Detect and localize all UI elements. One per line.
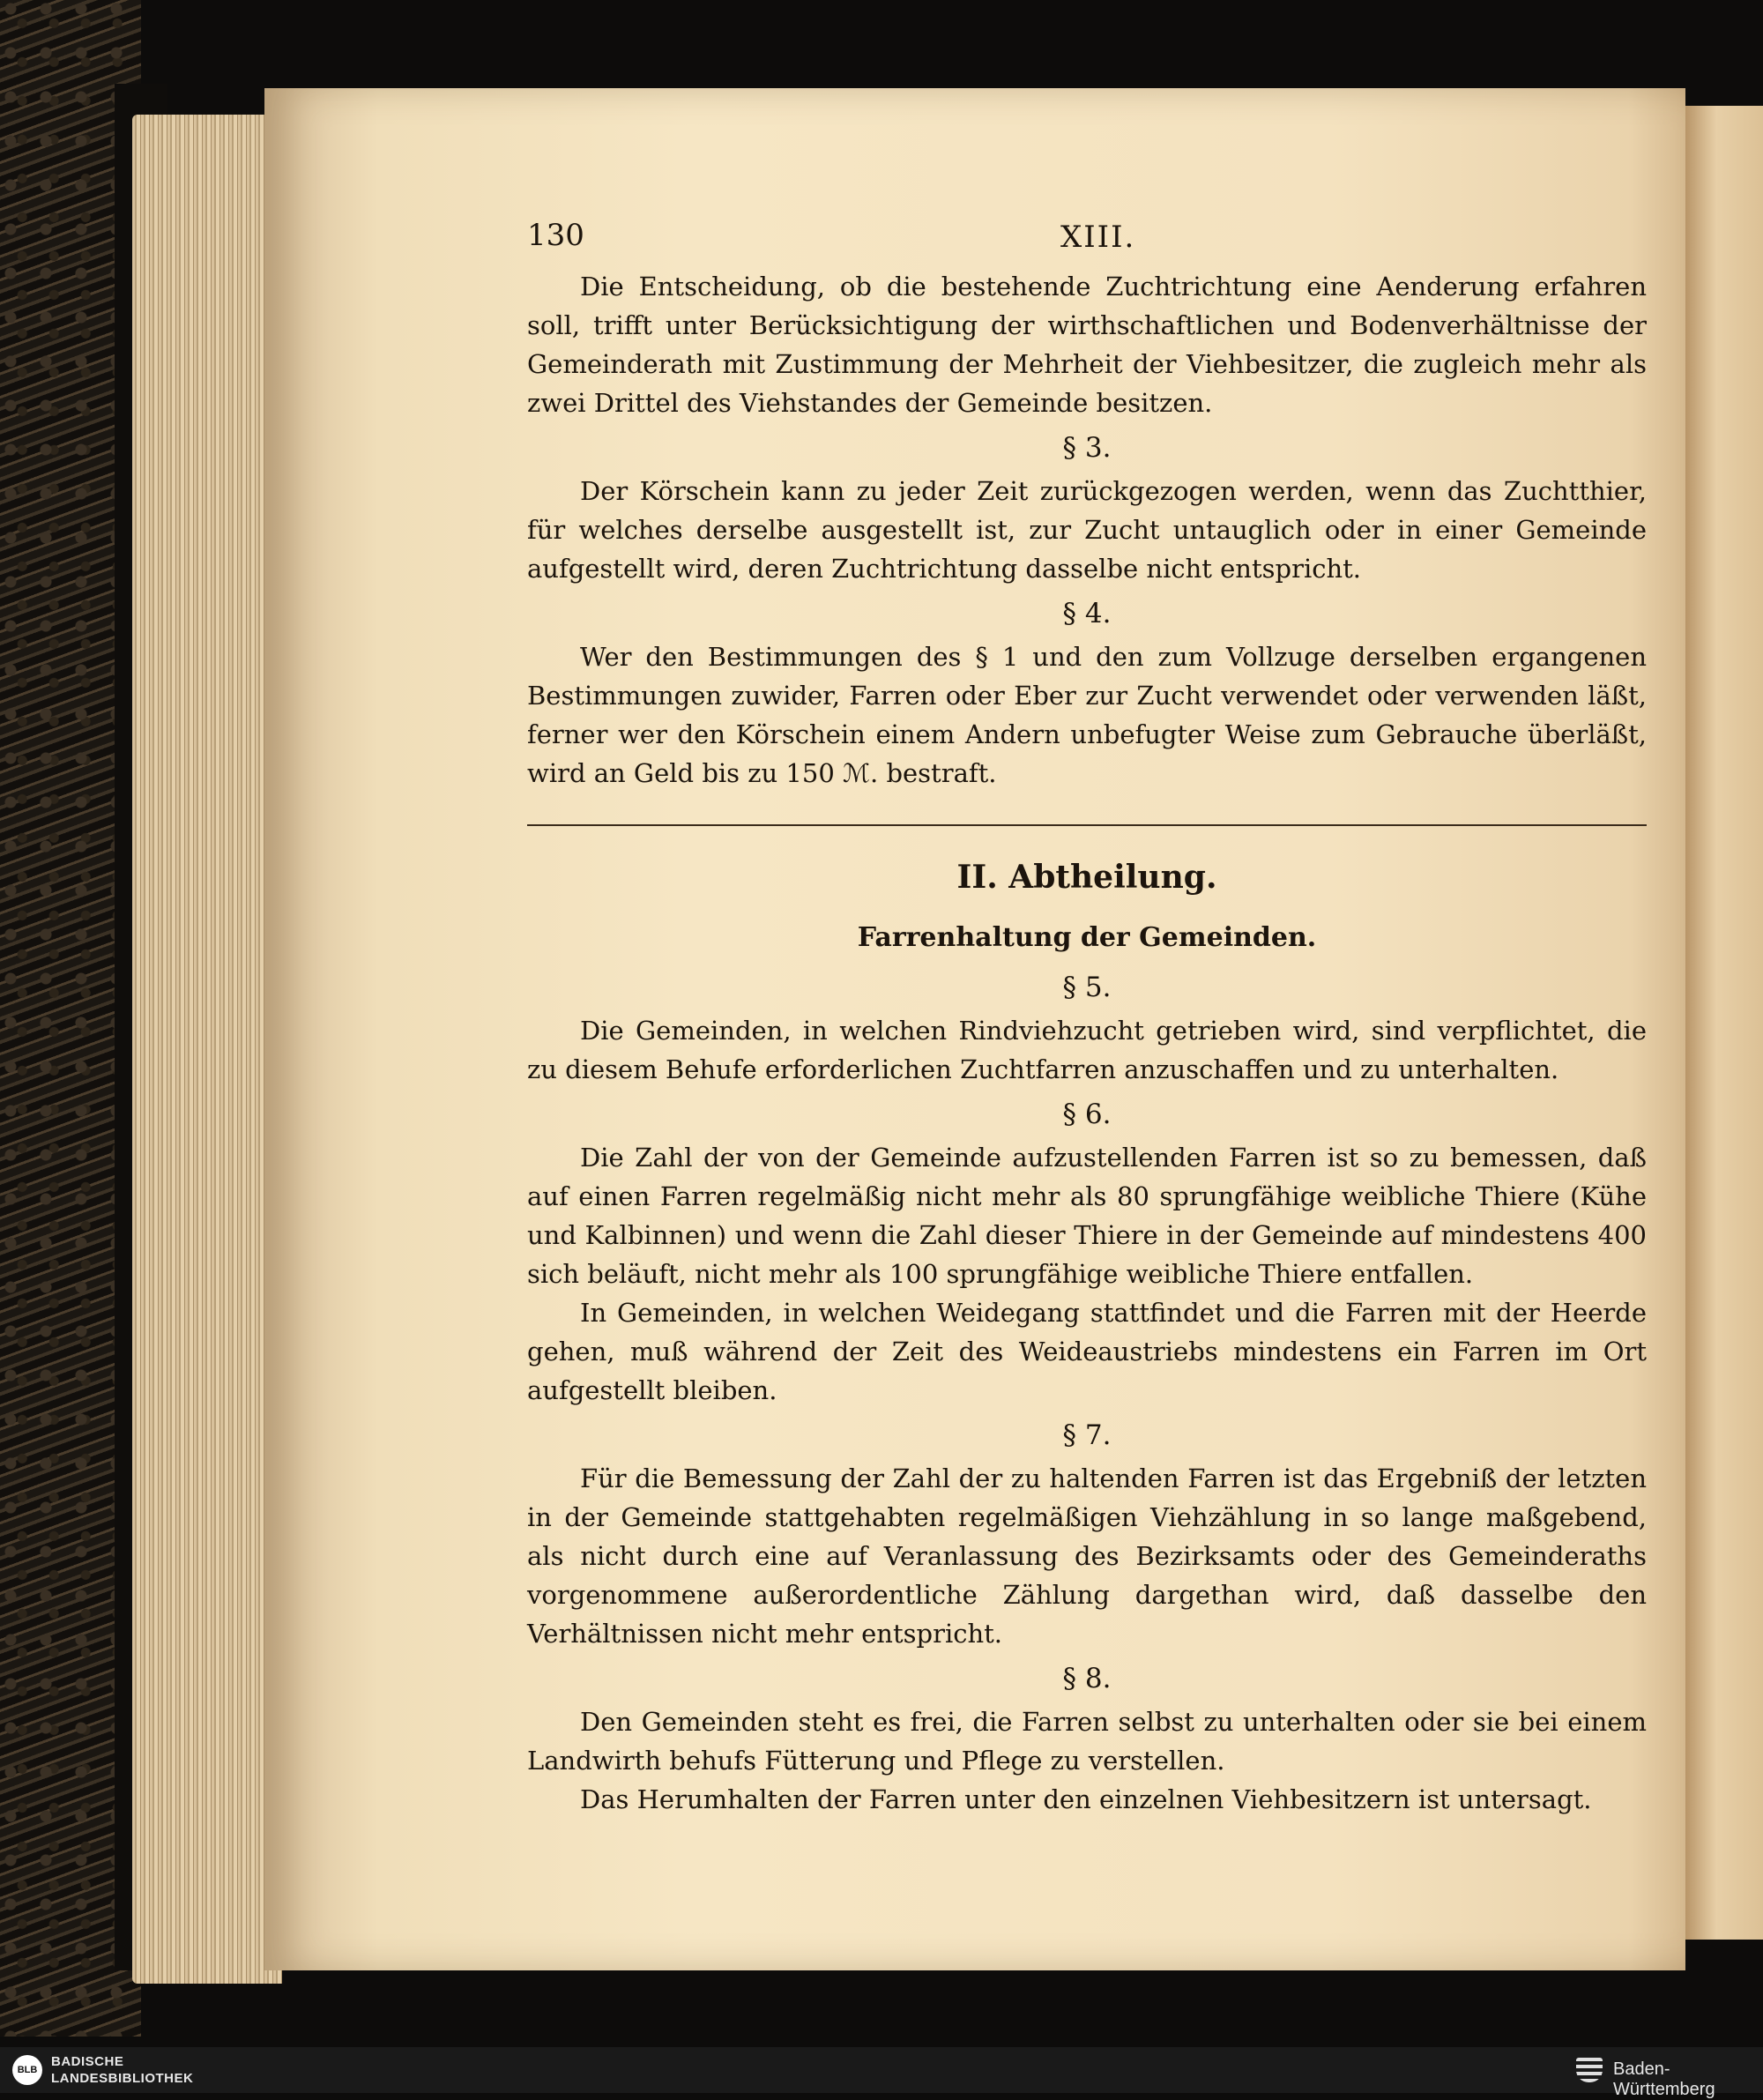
blb-logo-icon[interactable]: BLB [12,2055,42,2085]
section-3-text: Der Körschein kann zu jeder Zeit zurückgezogen werden, wenn das Zuchtthier, für welches derselbe ausgestellt ist, zur Zucht untauglich oder in einer Gemeinde aufgestellt wird, deren Zuchtrichtung dasselbe nicht entspricht. [527,476,1647,584]
page-header [527,216,1647,267]
library-name-line1: BADISCHE [51,2054,124,2069]
part-title: II. Abtheilung. [956,859,1217,896]
section-5-text: Die Gemeinden, in welchen Rindviehzucht getrieben wird, sind verpflichtet, die zu diesem Behufe erforderlichen Zuchtfarren anzuschaffen und zu unterhalten. [527,1016,1647,1084]
section-heading-5: § 5. [1062,972,1112,1003]
section-6-text-1: Die Zahl der von der Gemeinde aufzustellenden Farren ist so zu bemessen, daß auf einen Farren regelmäßig nicht mehr als 80 sprungfähige weibliche Thiere (Kühe und Kalbinnen) und wenn die Zahl dieser Thiere in der Gemeinde auf mindestens 400 sich beläuft, nicht mehr als 100 sprungfähige weibliche Thiere entfallen. [527,1143,1647,1289]
section-heading-7: § 7. [1062,1419,1112,1451]
section-8-text-2: Das Herumhalten der Farren unter den einzelnen Viehbesitzern ist untersagt. [580,1784,1592,1814]
section-8-text-1: Den Gemeinden steht es frei, die Farren selbst zu unterhalten oder sie bei einem Landwirth behufs Fütterung und Pflege zu verstellen. [527,1707,1647,1776]
section-7-text: Für die Bemessung der Zahl der zu haltenden Farren ist das Ergebniß der letzten in der Gemeinde stattgehabten regelmäßigen Viehzählung in so lange maßgebend, als nicht durch eine auf Veranlassung des Bezirksamts oder des Gemeinderaths vorgenommene außerordentliche Zählung dargethan wird, daß dasselbe den Verhältnissen nicht mehr entspricht. [527,1463,1647,1649]
section-heading-8: § 8. [1062,1663,1112,1694]
chapter-number: XIII. [1060,220,1136,255]
section-6-text-2: In Gemeinden, in welchen Weidegang stattfindet und die Farren mit der Heerde gehen, muß während der Zeit des Weideaustriebs mindestens ein Farren im Ort aufgestellt bleiben. [527,1298,1647,1405]
intro-paragraph: Die Entscheidung, ob die bestehende Zuchtrichtung eine Aenderung erfahren soll, trifft unter Berücksichtigung der wirthschaftlichen und Bodenverhältnisse der Gemeinderath mit Zustimmung der Mehrheit der Viehbesitzer, die zugleich mehr als zwei Drittel des Viehstandes der Gemeinde besitzen. [527,272,1647,418]
part-subtitle: Farrenhaltung der Gemeinden. [857,922,1317,953]
region-name[interactable]: Baden-Württemberg [1613,2059,1715,2099]
section-4-text: Wer den Bestimmungen des § 1 und den zum Vollzuge derselben ergangenen Bestimmungen zuwider, Farren oder Eber zur Zucht verwendet oder verwenden läßt, ferner wer den Körschein einem Andern unbefugter Weise zum Gebrauche überläßt, wird an Geld bis zu 150 ℳ. bestraft. [527,642,1647,788]
footer-bar [0,2047,1763,2099]
page-content [527,216,1647,1819]
section-heading-6: § 6. [1062,1098,1112,1130]
divider-rule [527,824,1647,826]
section-heading-3: § 3. [1062,432,1112,464]
section-heading-4: § 4. [1062,598,1112,629]
library-name-line2: LANDESBIBLIOTHEK [51,2071,194,2086]
facing-page-edge [1685,106,1763,1940]
coat-of-arms-icon [1576,2058,1603,2082]
page-number: 130 [527,218,584,253]
page-edges [132,115,282,1984]
